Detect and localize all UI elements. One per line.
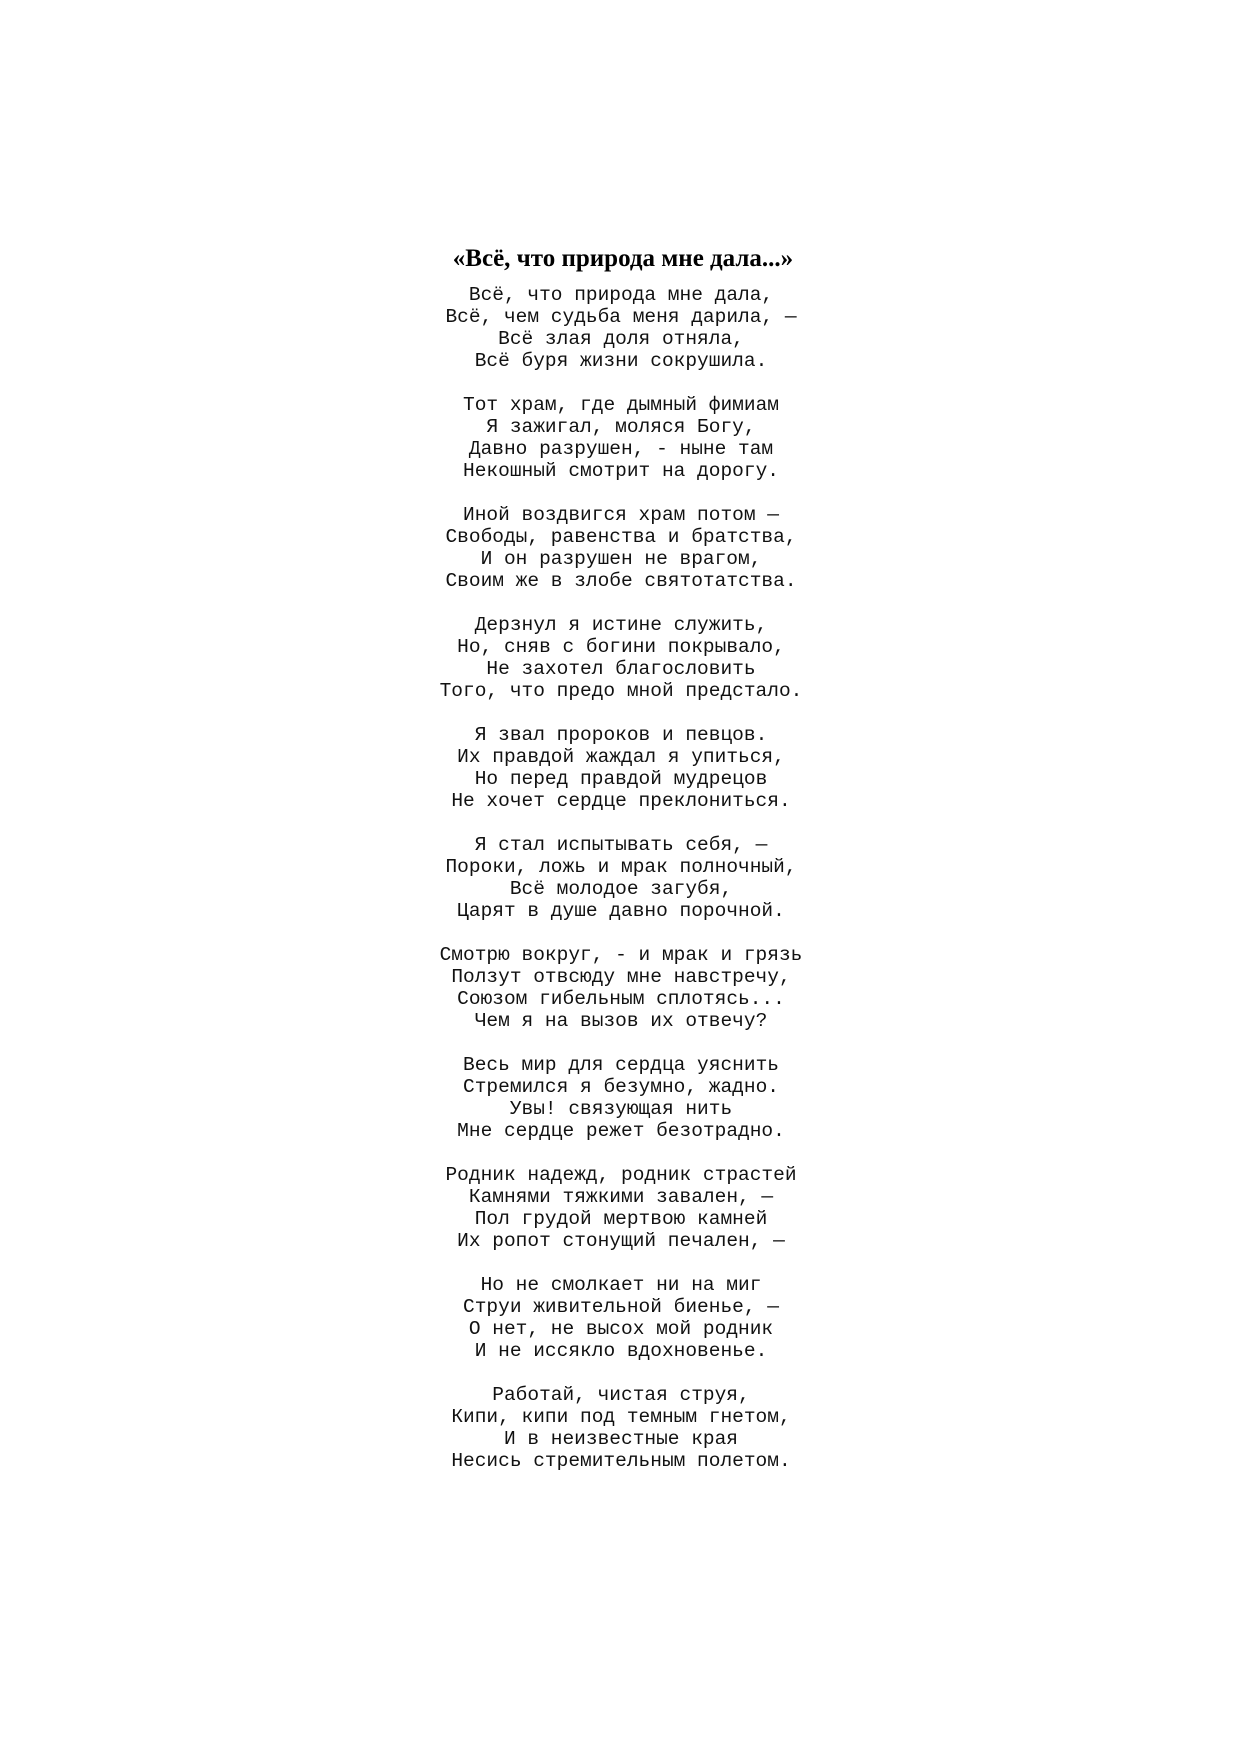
stanza — [0, 1274, 1242, 1362]
stanza — [0, 504, 1242, 592]
poem-line: Пол грудой мертвою камней — [474, 1208, 768, 1230]
stanza — [0, 1384, 1242, 1472]
stanza — [0, 724, 1242, 812]
poem-line: Давно разрушен, - ныне там — [468, 438, 774, 460]
poem-line: Мне сердце режет безотрадно. — [457, 1120, 785, 1142]
poem-line: Дерзнул я истине служить, — [474, 614, 768, 636]
poem-line: Струи живительной биенье, — — [463, 1296, 779, 1318]
poem-line: Работай, чистая струя, — [492, 1384, 750, 1406]
poem-line: Весь мир для сердца уяснить — [463, 1054, 779, 1076]
stanza — [0, 1054, 1242, 1142]
poem-line: Ползут отвсюду мне навстречу, — [451, 966, 791, 988]
poem-line: И он разрушен не врагом, — [480, 548, 762, 570]
poem-line: Стремился я безумно, жадно. — [463, 1076, 779, 1098]
poem-line: Камнями тяжкими завален, — — [468, 1186, 774, 1208]
poem-line: Не хочет сердце преклониться. — [451, 790, 791, 812]
stanza — [0, 284, 1242, 372]
stanza-list — [0, 284, 1242, 1472]
poem-line: Родник надежд, родник страстей — [445, 1164, 797, 1186]
poem-line: Всё молодое загубя, — [509, 878, 733, 900]
poem-line: Всё злая доля отняла, — [498, 328, 744, 350]
poem-line: Некошный смотрит на дорогу. — [463, 460, 779, 482]
poem-line: И в неизвестные края — [503, 1428, 739, 1450]
poem-line: Я стал испытывать себя, — — [474, 834, 768, 856]
poem-line: Я зажигал, моляся Богу, — [486, 416, 756, 438]
poem-line: И не иссякло вдохновенье. — [474, 1340, 768, 1362]
poem-line: Но, сняв с богини покрывало, — [457, 636, 785, 658]
stanza — [0, 394, 1242, 482]
poem-line: Всё, что природа мне дала, — [468, 284, 774, 306]
poem-line: Кипи, кипи под темным гнетом, — [451, 1406, 791, 1428]
stanza — [0, 1164, 1242, 1252]
poem-line: Пороки, ложь и мрак полночный, — [445, 856, 797, 878]
poem-line: О нет, не высох мой родник — [468, 1318, 774, 1340]
poem-line: Но перед правдой мудрецов — [474, 768, 768, 790]
poem-line: Царят в душе давно порочной. — [457, 900, 785, 922]
poem-line: Смотрю вокруг, - и мрак и грязь — [439, 944, 803, 966]
stanza — [0, 834, 1242, 922]
poem-line: Союзом гибельным сплотясь... — [457, 988, 785, 1010]
stanza — [0, 944, 1242, 1032]
poem-line: Иной воздвигся храм потом — — [463, 504, 779, 526]
poem-line: Я звал пророков и певцов. — [474, 724, 768, 746]
poem-line: Всё буря жизни сокрушила. — [474, 350, 768, 372]
poem-line: Их правдой жаждал я упиться, — [457, 746, 785, 768]
stanza — [0, 614, 1242, 702]
poem-line: Всё, чем судьба меня дарила, — — [445, 306, 797, 328]
poem-line: Но не смолкает ни на миг — [480, 1274, 762, 1296]
poem-line: Увы! связующая нить — [509, 1098, 733, 1120]
poem-line: Своим же в злобе святотатства. — [445, 570, 797, 592]
poem-line: Тот храм, где дымный фимиам — [463, 394, 779, 416]
poem-line: Свободы, равенства и братства, — [445, 526, 797, 548]
poem-line: Не захотел благословить — [486, 658, 756, 680]
poem-title: «Всё, что природа мне дала...» — [452, 245, 794, 272]
poem — [0, 244, 1242, 1494]
poem-line: Того, что предо мной предстало. — [439, 680, 803, 702]
poem-line: Несись стремительным полетом. — [451, 1450, 791, 1472]
poem-line: Чем я на вызов их отвечу? — [474, 1010, 768, 1032]
poem-line: Их ропот стонущий печален, — — [457, 1230, 785, 1252]
